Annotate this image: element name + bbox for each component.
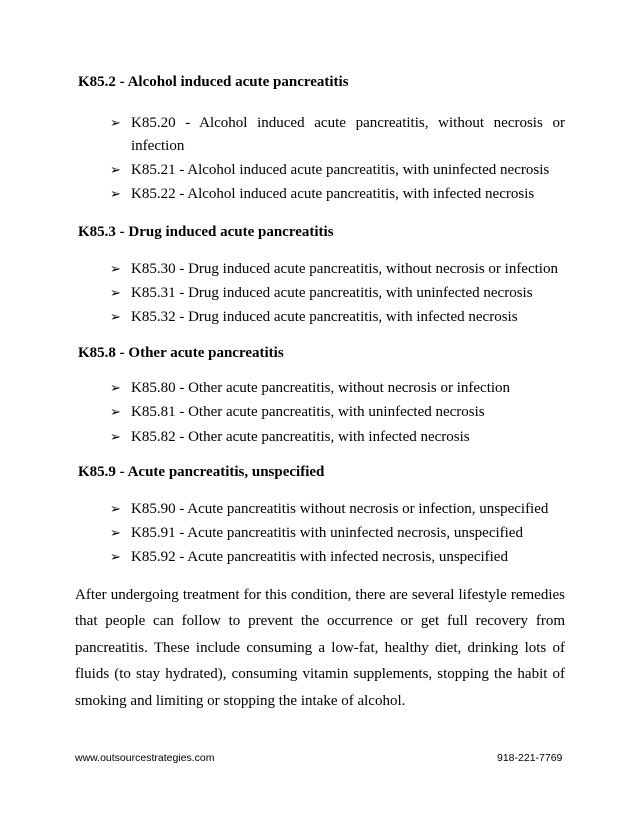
arrow-bullet-icon: ➢	[110, 186, 121, 201]
list-item-text: K85.30 - Drug induced acute pancreatitis, without necrosis or infection	[131, 261, 558, 277]
section-heading-k85-9: K85.9 - Acute pancreatitis, unspecified	[78, 464, 325, 480]
list-item	[110, 305, 565, 329]
arrow-bullet-icon: ➢	[110, 549, 121, 564]
list-item-continuation: infection	[131, 138, 185, 154]
arrow-bullet-icon: ➢	[110, 429, 121, 444]
arrow-bullet-icon: ➢	[110, 525, 121, 540]
list-item	[110, 521, 565, 545]
footer-phone: 918-221-7769	[497, 752, 563, 764]
list-item-text: K85.32 - Drug induced acute pancreatitis, with infected necrosis	[131, 309, 518, 325]
list-item-text: K85.21 - Alcohol induced acute pancreatitis, with uninfected necrosis	[131, 162, 550, 178]
list-item-text: K85.81 - Other acute pancreatitis, with uninfected necrosis	[131, 404, 485, 420]
list-item-text: K85.80 - Other acute pancreatitis, without necrosis or infection	[131, 380, 511, 396]
list-item	[110, 376, 565, 400]
list-item-text: K85.90 - Acute pancreatitis without necrosis or infection, unspecified	[131, 501, 549, 517]
section-heading-k85-8: K85.8 - Other acute pancreatitis	[78, 345, 284, 361]
arrow-bullet-icon: ➢	[110, 261, 121, 276]
list-item-text: K85.22 - Alcohol induced acute pancreatitis, with infected necrosis	[131, 186, 535, 202]
list-item	[110, 257, 565, 281]
list-item-text: K85.92 - Acute pancreatitis with infected necrosis, unspecified	[131, 549, 508, 565]
body-paragraph: After undergoing treatment for this condition, there are several lifestyle remedies that people can follow to prevent the occurrence or get full recovery from pancreatitis. These include consuming a low-fat, healthy diet, drinking lots of fluids (to stay hydrated), consuming vitamin supplements, stopping the habit of smoking and limiting or stopping the intake of alcohol.	[75, 587, 565, 709]
list-item-text: K85.20 - Alcohol induced acute pancreatitis, without necrosis or	[131, 115, 565, 131]
list-item	[110, 400, 565, 424]
list-item	[110, 111, 565, 135]
list-item	[110, 182, 565, 206]
arrow-bullet-icon: ➢	[110, 115, 121, 130]
arrow-bullet-icon: ➢	[110, 501, 121, 516]
list-item	[110, 497, 565, 521]
section-heading-k85-2: K85.2 - Alcohol induced acute pancreatitis	[78, 74, 349, 90]
list-item-text: K85.31 - Drug induced acute pancreatitis, with uninfected necrosis	[131, 285, 533, 301]
list-item	[110, 545, 565, 569]
arrow-bullet-icon: ➢	[110, 404, 121, 419]
arrow-bullet-icon: ➢	[110, 309, 121, 324]
list-item	[110, 281, 565, 305]
section-heading-k85-3: K85.3 - Drug induced acute pancreatitis	[78, 224, 334, 240]
arrow-bullet-icon: ➢	[110, 380, 121, 395]
list-item-text: K85.82 - Other acute pancreatitis, with infected necrosis	[131, 429, 470, 445]
list-item	[110, 425, 565, 449]
arrow-bullet-icon: ➢	[110, 162, 121, 177]
list-item	[110, 158, 565, 182]
list-item-text: K85.91 - Acute pancreatitis with uninfected necrosis, unspecified	[131, 525, 523, 541]
footer-website: www.outsourcestrategies.com	[75, 752, 215, 764]
arrow-bullet-icon: ➢	[110, 285, 121, 300]
